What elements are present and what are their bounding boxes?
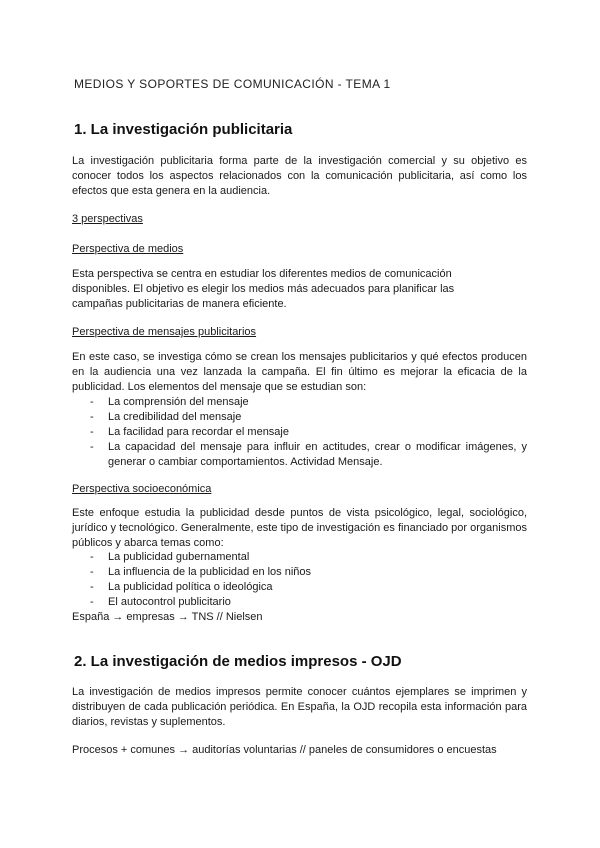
section2-note: Procesos + comunes → auditorías voluntarias // paneles de consumidores o encuestas	[72, 744, 497, 756]
medios-line: campañas publicitarias de manera eficiente.	[72, 298, 287, 310]
section2-heading: 2. La investigación de medios impresos - OJD	[74, 653, 402, 670]
socio-note: España → empresas → TNS // Nielsen	[72, 611, 263, 623]
mensajes-title: Perspectiva de mensajes publicitarios	[72, 326, 257, 338]
medios-text	[72, 267, 527, 312]
medios-line: Esta perspectiva se centra en estudiar los diferentes medios de comunicación	[72, 268, 452, 280]
list-item: - La comprensión del mensaje	[90, 396, 249, 408]
medios-line: disponibles. El objetivo es elegir los medios más adecuados para planificar las	[72, 283, 455, 295]
section2-text: La investigación de medios impresos permite conocer cuántos ejemplares se imprimen y distribuyen de cada publicación periódica. En España, la OJD recopila esta información para diarios, revistas y suplementos.	[72, 686, 527, 728]
section1-heading: 1. La investigación publicitaria	[74, 121, 293, 138]
list-item: - La capacidad del mensaje para influir en actitudes, crear o modificar imágenes, y generar o cambiar comportamientos. Actividad Mensaje.	[90, 441, 527, 468]
list-item: - La credibilidad del mensaje	[90, 411, 242, 423]
mensajes-text: En este caso, se investiga cómo se crean los mensajes publicitarios y qué efectos producen en la audiencia una vez lanzada la campaña. El fin último es mejorar la eficacia de la publicidad. Los elementos del mensaje que se estudian son:	[72, 351, 527, 393]
socio-text: Este enfoque estudia la publicidad desde puntos de vista psicológico, legal, sociológico, jurídico y tecnológico. Generalmente, este tipo de investigación es financiado por organismos públicos y abarca temas como:	[72, 507, 527, 549]
list-item: - La facilidad para recordar el mensaje	[90, 426, 289, 438]
list-item: - La publicidad política o ideológica	[90, 581, 273, 593]
medios-title: Perspectiva de medios	[72, 243, 184, 255]
mensajes-list	[72, 395, 527, 470]
socio-list	[72, 550, 527, 610]
section1-intro: La investigación publicitaria forma parte de la investigación comercial y su objetivo es conocer todos los aspectos relacionados con la comunicación publicitaria, así como los efectos que esta genera en la audiencia.	[72, 155, 527, 197]
list-item: - La publicidad gubernamental	[90, 551, 250, 563]
list-item: - La influencia de la publicidad en los niños	[90, 566, 312, 578]
document-header: MEDIOS Y SOPORTES DE COMUNICACIÓN - TEMA 1	[74, 77, 391, 91]
list-item: - El autocontrol publicitario	[90, 596, 231, 608]
perspectives-label: 3 perspectivas	[72, 213, 143, 225]
socio-title: Perspectiva socioeconómica	[72, 483, 212, 495]
